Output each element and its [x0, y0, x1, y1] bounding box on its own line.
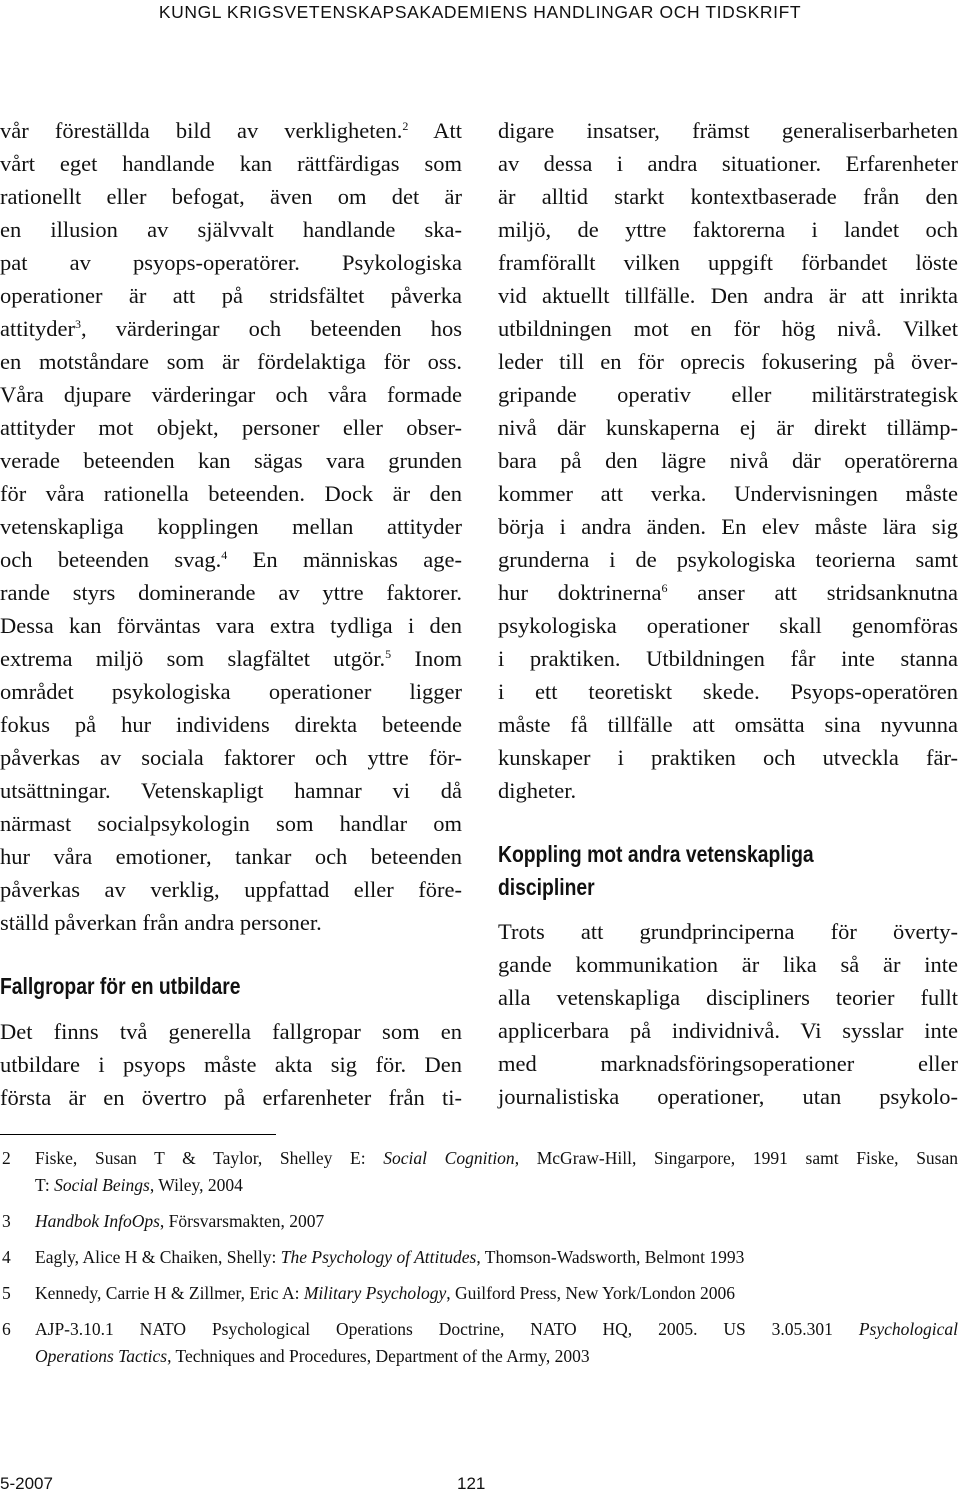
footnote-5: [0, 1280, 958, 1307]
text-line: verade beteenden kan sägas vara grunden: [0, 448, 462, 473]
footnote-2: [0, 1145, 958, 1199]
text-line: Det finns två generella fallgropar som en: [0, 1019, 462, 1044]
text-line: miljö, de yttre faktorerna i landet och: [498, 217, 958, 242]
footnote-rule: [0, 1134, 276, 1135]
text-line: operationer är att på stridsfältet påverka: [0, 283, 462, 308]
text-line: påverkas av sociala faktorer och yttre för-: [0, 745, 462, 770]
text-line: attityder$^3$, värderingar och beteenden hos: [0, 316, 462, 341]
left-column-continued: [0, 1015, 462, 1114]
text-line: gripande operativ eller militärstrategisk: [498, 382, 958, 407]
text-line: vår föreställda bild av verkligheten.$^2$ Att: [0, 118, 462, 143]
cited-title: The Psychology of Attitudes: [280, 1247, 477, 1267]
text-line: applicerbara på individnivå. Vi sysslar inte: [498, 1018, 958, 1043]
text-line: rationellt eller befogat, även om det är: [0, 184, 462, 209]
text-line: digheter.: [498, 778, 577, 803]
footnote-line: Eagly, Alice H & Chaiken, Shelly: The Psychology of Attitudes, Thomson-Wadsworth, Belmont 1993: [35, 1247, 745, 1267]
footnote-reference[interactable]: 4: [221, 548, 228, 562]
cited-title: Social Cognition: [383, 1148, 515, 1168]
footnote-6: [0, 1316, 958, 1370]
body-paragraph: [0, 1015, 462, 1114]
text-line: rande styrs dominerande av yttre faktorer.: [0, 580, 462, 605]
footnote-4: [0, 1244, 958, 1271]
text-line: psykologiska operationer skall genomföras: [498, 613, 958, 638]
text-line: en motståndare som är fördelaktiga för oss.: [0, 349, 462, 374]
text-line: utbildningen mot en för hög nivå. Vilket: [498, 316, 958, 341]
text-line: alla vetenskapliga discipliners teorier fullt: [498, 985, 958, 1010]
text-line: leder till en för oprecis fokusering på över-: [498, 349, 958, 374]
footnote-line: Operations Tactics, Techniques and Procedures, Department of the Army, 2003: [35, 1346, 590, 1366]
footnote-text: [35, 1208, 958, 1235]
text-line: av dessa i andra situationer. Erfarenheter: [498, 151, 958, 176]
text-line: gande kommunikation är lika så är inte: [498, 952, 958, 977]
heading-line: discipliner: [498, 874, 595, 900]
text-line: ställd påverkan från andra personer.: [0, 910, 322, 935]
text-line: vetenskapliga kopplingen mellan attityder: [0, 514, 462, 539]
text-line: närmast socialpsykologin som handlar om: [0, 811, 462, 836]
text-line: måste få tillfälle att omsätta sina nyvunna: [498, 712, 958, 737]
text-line: i ett teoretiskt skede. Psyops-operatören: [498, 679, 958, 704]
text-line: digare insatser, främst generaliserbarheten: [498, 118, 958, 143]
footnote-line: AJP-3.10.1 NATO Psychological Operations Doctrine, NATO HQ, 2005. US 3.05.301 Psychological: [35, 1319, 958, 1339]
footnotes: [0, 1145, 958, 1379]
cited-title: Operations Tactics: [35, 1346, 168, 1366]
text-line: extrema miljö som slagfältet utgör.$^5$ Inom: [0, 646, 463, 671]
section-heading: Fallgropar för en utbildare: [0, 973, 241, 999]
text-line: vårt eget handlande kan rättfärdigas som: [0, 151, 462, 176]
text-line: börja i andra änden. En elev måste lära sig: [498, 514, 958, 539]
text-line: attityder mot objekt, personer eller obser-: [0, 415, 462, 440]
body-paragraph: [498, 915, 958, 1113]
text-line: är alltid starkt kontextbaserade från den: [498, 184, 958, 209]
issue-label: 5-2007: [0, 1474, 53, 1493]
footnote-reference[interactable]: 6: [661, 581, 668, 595]
text-line: kunskaper i praktiken och utveckla fär-: [498, 745, 958, 770]
text-line: och beteenden svag.$^4$ En människas age-: [0, 547, 462, 572]
text-line: vid aktuellt tillfälle. Den andra är att inrikta: [498, 283, 958, 308]
footnote-reference[interactable]: 2: [402, 119, 409, 133]
footnote-text: [35, 1145, 958, 1199]
text-line: första är en övertro på erfarenheter från ti-: [0, 1085, 462, 1110]
page-number: 121: [457, 1474, 486, 1493]
text-line: utbildare i psyops måste akta sig för. Den: [0, 1052, 462, 1077]
footnote-text: [35, 1280, 958, 1307]
text-line: Dessa kan förväntas vara extra tydliga i den: [0, 613, 462, 638]
footnote-reference[interactable]: 5: [385, 647, 392, 661]
body-paragraph: [0, 114, 462, 939]
footnote-number: 2: [2, 1148, 11, 1168]
footnote-line: Fiske, Susan T & Taylor, Shelley E: Social Cognition, McGraw-Hill, Singarpore, 1991 samt Fiske, Susan: [35, 1148, 958, 1168]
footnote-text: [35, 1316, 958, 1370]
text-line: i praktiken. Utbildningen får inte stanna: [498, 646, 958, 671]
text-line: nivå där kunskaperna ej är direkt tillämp-: [498, 415, 958, 440]
text-line: påverkas av verklig, uppfattad eller före-: [0, 877, 462, 902]
left-column: [0, 114, 462, 939]
text-line: Våra djupare värderingar och våra formade: [0, 382, 462, 407]
cited-title: Handbok InfoOps: [35, 1211, 160, 1231]
footnote-line: T: Social Beings, Wiley, 2004: [35, 1175, 243, 1195]
right-column: [498, 114, 958, 807]
cited-title: Military Psychology: [303, 1283, 447, 1303]
text-line: med marknadsföringsoperationer eller: [498, 1051, 958, 1076]
text-line: grunderna i de psykologiska teorierna samt: [498, 547, 958, 572]
footnote-text: [35, 1244, 958, 1271]
text-line: hur doktrinerna$^6$ anser att stridsanknutna: [498, 580, 958, 605]
footnote-number: 6: [2, 1319, 11, 1339]
footnote-line: Handbok InfoOps, Försvarsmakten, 2007: [35, 1211, 325, 1231]
text-line: för våra rationella beteenden. Dock är den: [0, 481, 462, 506]
running-header: KUNGL KRIGSVETENSKAPSAKADEMIENS HANDLINGAR OCH TIDSKRIFT: [158, 2, 802, 22]
footnote-reference[interactable]: 3: [74, 317, 81, 331]
text-line: bara på den lägre nivå där operatörerna: [498, 448, 958, 473]
footnote-number: 3: [2, 1211, 11, 1231]
text-line: utsättningar. Vetenskapligt hamnar vi då: [0, 778, 462, 803]
cited-title: Social Beings: [54, 1175, 150, 1195]
cited-title: Psychological: [858, 1319, 958, 1339]
text-line: Trots att grundprinciperna för överty-: [498, 919, 958, 944]
text-line: kommer att verka. Undervisningen måste: [498, 481, 958, 506]
text-line: fokus på hur individens direkta beteende: [0, 712, 462, 737]
body-paragraph: [498, 114, 958, 807]
heading-line: Koppling mot andra vetenskapliga: [498, 841, 814, 867]
text-line: en illusion av självvalt handlande ska-: [0, 217, 462, 242]
footnote-line: Kennedy, Carrie H & Zillmer, Eric A: Military Psychology, Guilford Press, New York/London 2006: [35, 1283, 736, 1303]
text-line: journalistiska operationer, utan psykolo-: [498, 1084, 958, 1109]
footnote-3: [0, 1208, 958, 1235]
section-heading: [498, 838, 814, 904]
text-line: framförallt vilken uppgift förbandet löste: [498, 250, 958, 275]
text-line: området psykologiska operationer ligger: [0, 679, 462, 704]
text-line: hur våra emotioner, tankar och beteenden: [0, 844, 462, 869]
footnote-number: 5: [2, 1283, 11, 1303]
footnote-number: 4: [2, 1247, 11, 1267]
right-column-continued: [498, 915, 958, 1113]
text-line: pat av psyops-operatörer. Psykologiska: [0, 250, 462, 275]
